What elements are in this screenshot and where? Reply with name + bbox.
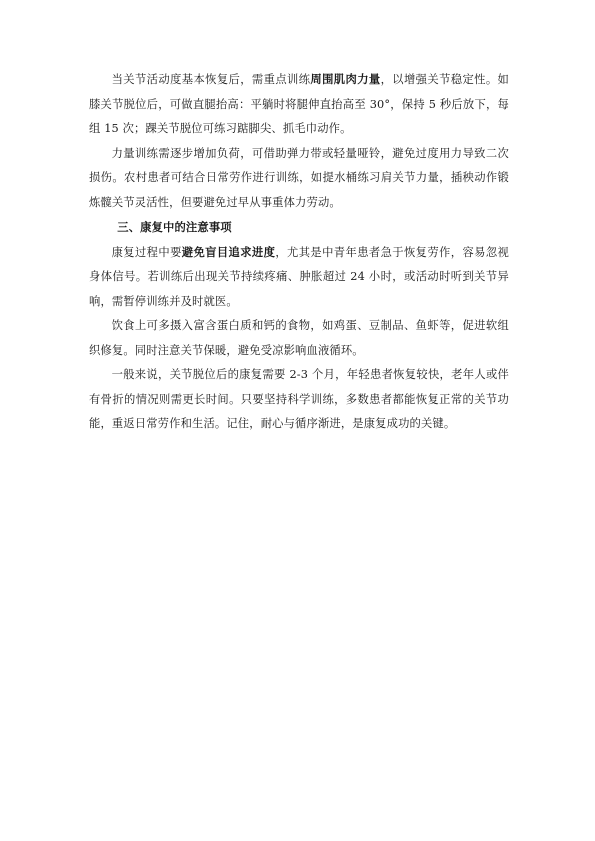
paragraph-muscle-strength <box>89 67 509 142</box>
text-run: ，尤其是中青年患者急于恢复劳作，容易忽视身体信号。若训练后出现关节持续疼痛、肿胀超过 24 小时，或活动时听到关节异响，需暂停训练并及时就医。 <box>89 245 509 308</box>
section-heading-precautions: 三、康复中的注意事项 <box>117 220 232 234</box>
text-run: 康复过程中要 <box>111 245 182 259</box>
document-page <box>89 67 509 437</box>
paragraph-diet: 饮食上可多摄入富含蛋白质和钙的食物，如鸡蛋、豆制品、鱼虾等，促进软组织修复。同时注意关节保暖，避免受凉影响血液循环。 <box>89 319 509 357</box>
paragraph-recovery-time: 一般来说，关节脱位后的康复需要 2-3 个月，年轻患者恢复较快，老年人或伴有骨折的情况则需更长时间。只要坚持科学训练，多数患者都能恢复正常的关节功能，重返日常劳作和生活。记住，耐心与循序渐进，是康复成功的关键。 <box>89 368 509 430</box>
text-run: 当关节活动度基本恢复后，需重点训练 <box>111 73 311 86</box>
paragraph-avoid-rushing <box>89 240 509 315</box>
text-run: ，以增强关节稳定性。如膝关节脱位后，可做直腿抬高：平躺时将腿伸直抬高至 30°，保持 5 秒后放下，每组 15 次；踝关节脱位可练习踮脚尖、抓毛巾动作。 <box>89 73 509 135</box>
emphasis-avoid-rushing: 避免盲目追求进度 <box>181 244 276 259</box>
emphasis-muscle-strength: 周围肌肉力量 <box>310 72 381 86</box>
paragraph-strength-training: 力量训练需逐步增加负荷，可借助弹力带或轻量哑铃，避免过度用力导致二次损伤。农村患者可结合日常劳作进行训练，如提水桶练习肩关节力量，插秧动作锻炼髋关节灵活性，但要避免过早从事重体力劳动。 <box>89 146 509 209</box>
